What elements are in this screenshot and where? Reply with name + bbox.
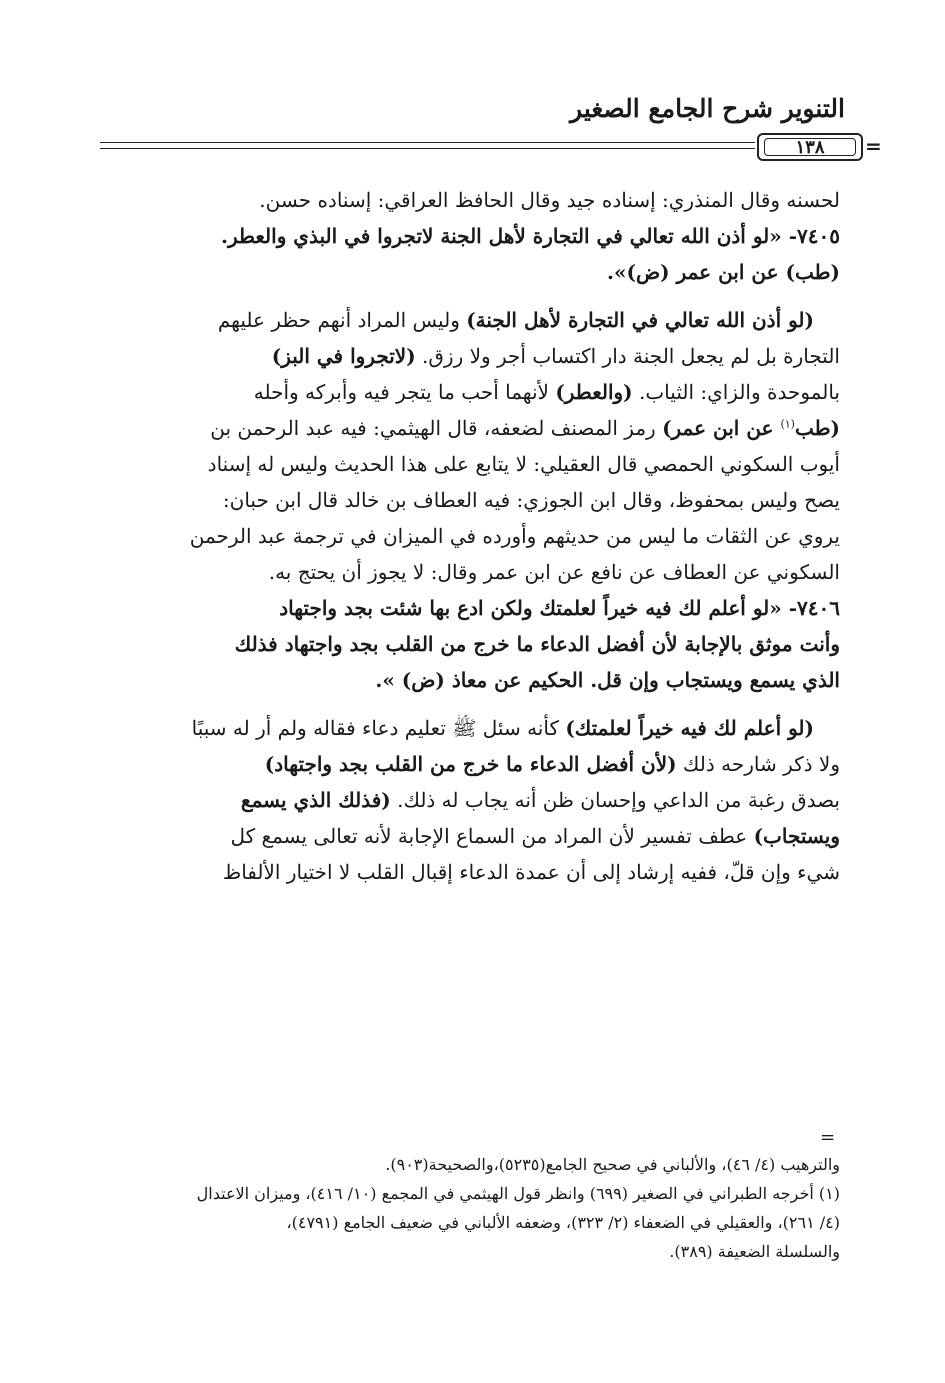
hadith-7406-source: الذي يسمع ويستجاب وإن قل. الحكيم عن معاذ (ض) ». — [375, 668, 840, 692]
header-equals-mark: = — [865, 134, 882, 158]
hadith-7406-line: وأنت موثق بالإجابة لأن أفضل الدعاء ما خرج من القلب بجد واجتهاد فذلك — [234, 632, 840, 656]
text-line: (لو أذن الله تعالي في التجارة لأهل الجنة) وليس المراد أنهم حظر عليهم — [217, 308, 814, 332]
text-line: شيء وإن قلّ، ففيه إرشاد إلى أن عمدة الدعاء إقبال القلب لا اختيار الألفاظ — [222, 860, 840, 884]
page-number-box — [757, 133, 863, 161]
text-line: أيوب السكوني الحمصي قال العقيلي: لا يتابع على هذا الحديث وليس له إسناد — [207, 452, 840, 476]
footnote-ref: (١) — [780, 417, 795, 431]
header-rule — [100, 133, 882, 163]
footnote-separator: = — [820, 1127, 836, 1148]
footnote-line: والسلسلة الضعيفة (٣٨٩). — [669, 1242, 840, 1261]
hadith-7406-line: ٧٤٠٦- «لو أعلم لك فيه خيراً لعلمتك ولكن ادع بها شئت بجد واجتهاد — [279, 596, 840, 620]
main-text — [100, 182, 840, 890]
running-title: التنوير شرح الجامع الصغير — [570, 94, 845, 123]
page-number: ١٣٨ — [764, 138, 856, 156]
header-rule-line-bottom — [100, 148, 755, 149]
text-line: يروي عن الثقات ما ليس من حديثهم وأورده في الميزان في ترجمة عبد الرحمن — [189, 524, 840, 548]
text-line: بالموحدة والزاي: الثياب. (والعطر) لأنهما أحب ما يتجر فيه وأبركه وأحله — [253, 380, 840, 404]
footnote-line: (٤/ ٢٦١)، والعقيلي في الضعفاء (٢/ ٣٢٣)، وضعفه الألباني في ضعيف الجامع (٤٧٩١)، — [286, 1213, 840, 1232]
header-rule-line-top — [100, 142, 755, 143]
text-line: يصح وليس بمحفوظ، وقال ابن الجوزي: فيه العطاف بن خالد قال ابن حبان: — [222, 488, 840, 512]
hadith-7405-source: (طب) عن ابن عمر (ض)». — [607, 260, 840, 284]
text-line: السكوني عن العطاف عن نافع عن ابن عمر وقال: لا يجوز أن يحتج به. — [268, 560, 840, 584]
text-line: (طب$^{(١)}$ عن ابن عمر) رمز المصنف لضعفه، قال الهيثمي: فيه عبد الرحمن بن — [210, 416, 840, 440]
hadith-7405-line: ٧٤٠٥- «لو أذن الله تعالي في التجارة لأهل الجنة لاتجروا في البذي والعطر. — [220, 224, 840, 248]
text-line: ولا ذكر شارحه ذلك (لأن أفضل الدعاء ما خرج من القلب بجد واجتهاد) — [264, 752, 840, 776]
hadith-number: ٧٤٠٥- — [781, 224, 840, 248]
hadith-number: ٧٤٠٦- — [781, 596, 840, 620]
footnote-line: (١) أخرجه الطبراني في الصغير (٦٩٩) وانظر قول الهيثمي في المجمع (١٠/ ٤١٦)، وميزان الاعتدال — [196, 1184, 840, 1203]
text-line: (لو أعلم لك فيه خيراً لعلمتك) كأنه سئل ﷺ تعليم دعاء فقاله ولم أر له سببًا — [191, 716, 814, 740]
text-line: لحسنه وقال المنذري: إسناده جيد وقال الحافظ العراقي: إسناده حسن. — [259, 188, 840, 212]
footnote-line: والترهيب (٤/ ٤٦)، والألباني في صحيح الجامع(٥٢٣٥)،والصحيحة(٩٠٣). — [385, 1155, 840, 1174]
text-line: بصدق رغبة من الداعي وإحسان ظن أنه يجاب له ذلك. (فذلك الذي يسمع — [240, 788, 840, 812]
text-line: التجارة بل لم يجعل الجنة دار اكتساب أجر ولا رزق. (لاتجروا في البز) — [271, 344, 840, 368]
footnotes — [100, 1150, 840, 1266]
text-line: ويستجاب) عطف تفسير لأن المراد من السماع الإجابة لأنه تعالى يسمع كل — [230, 824, 840, 848]
